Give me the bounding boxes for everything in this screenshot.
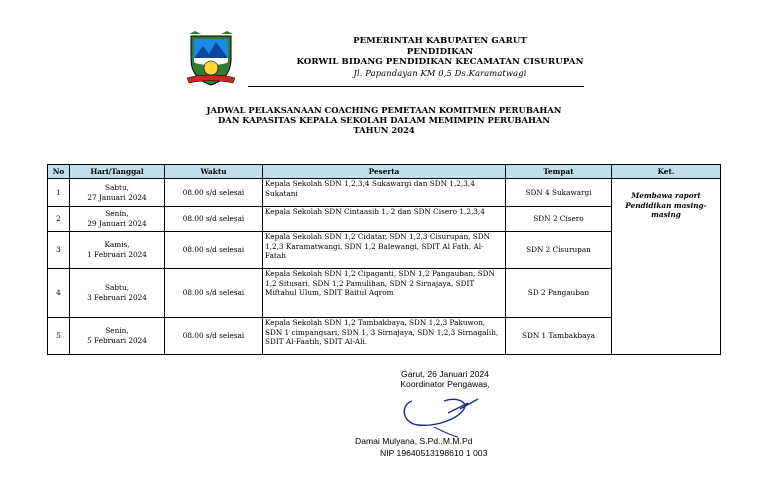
header-note: Ket. xyxy=(612,165,721,179)
row-no: 4 xyxy=(48,269,70,318)
row-date xyxy=(70,318,165,355)
row-day: Senin, xyxy=(105,209,129,219)
letterhead-divider xyxy=(248,86,584,87)
header-no: No xyxy=(48,165,70,179)
letterhead-line-2: PENDIDIKAN xyxy=(406,46,474,57)
table-row xyxy=(48,179,721,207)
row-participants: Kepala Sekolah SDN 1,2,3,4 Sukawargi dan SDN 1,2,3,4 Sukatani xyxy=(263,179,506,207)
row-date-value: 5 Februari 2024 xyxy=(87,336,147,345)
header-participants: Peserta xyxy=(263,165,506,179)
schedule-table xyxy=(47,164,721,355)
signer-nip: NIP 19640513198610 1 003 xyxy=(380,448,488,458)
letterhead xyxy=(250,36,630,78)
row-time: 08.00 s/d selesai xyxy=(165,179,263,207)
row-participants: Kepala Sekolah SDN Cintaasih 1, 2 dan SDN Cisero 1,2,3,4 xyxy=(263,207,506,232)
signer-name: Damai Mulyana, S.Pd.,M.M.Pd xyxy=(355,436,473,446)
title-line-1: JADWAL PELAKSANAAN COACHING PEMETAAN KOMITMEN PERUBAHAN xyxy=(206,105,562,115)
row-time: 08.00 s/d selesai xyxy=(165,318,263,355)
row-date xyxy=(70,232,165,269)
row-place: SDN 2 Cisero xyxy=(506,207,612,232)
row-day: Senin, xyxy=(105,326,129,336)
row-participants: Kepala Sekolah SDN 1,2 Cipaganti, SDN 1,2 Pangauban, SDN 1,2 Situsari, SDN 1,2 Pamulihan, SDN 2 Sirnajaya, SDIT Miftahul Ulum, SDIT Baitul Aqrom xyxy=(263,269,506,318)
garut-regency-logo xyxy=(185,30,237,86)
row-place: SD 2 Pangauban xyxy=(506,269,612,318)
row-day: Kamis, xyxy=(104,240,130,250)
header-time: Waktu xyxy=(165,165,263,179)
title-line-2: DAN KAPASITAS KEPALA SEKOLAH DALAM MEMIMPIN PERUBAHAN xyxy=(217,115,551,125)
signer-info xyxy=(355,435,487,459)
row-place: SDN 4 Sukawargi xyxy=(506,179,612,207)
row-time: 08.00 s/d selesai xyxy=(165,269,263,318)
row-no: 1 xyxy=(48,179,70,207)
row-date-value: 1 Februari 2024 xyxy=(87,250,147,259)
row-time: 08.00 s/d selesai xyxy=(165,232,263,269)
row-place: SDN 1 Tambakbaya xyxy=(506,318,612,355)
row-day: Sabtu, xyxy=(105,283,129,293)
row-no: 5 xyxy=(48,318,70,355)
letterhead-line-3: KORWIL BIDANG PENDIDIKAN KECAMATAN CISURUPAN xyxy=(296,57,584,67)
header-place: Tempat xyxy=(506,165,612,179)
signature-role: Koordinator Pengawas, xyxy=(400,378,490,389)
row-participants: Kepala Sekolah SDN 1,2 Cidatar, SDN 1,2,3 Cisurupan, SDN 1,2,3 Karamatwangi, SDN 1,2 Balewangi, SDIT Al Fath, Al-Fatah xyxy=(263,232,506,269)
title-line-3: TAHUN 2024 xyxy=(353,125,415,135)
row-day: Sabtu, xyxy=(105,182,129,192)
handwritten-signature xyxy=(398,393,494,438)
row-date xyxy=(70,179,165,207)
row-date-value: 27 Januari 2024 xyxy=(87,192,147,202)
note-cell: Membawa raport Pendidikan masing-masing xyxy=(612,179,721,355)
row-place: SDN 2 Cisurupan xyxy=(506,232,612,269)
row-date-value: 3 Februari 2024 xyxy=(87,293,147,302)
row-date xyxy=(70,269,165,318)
row-date xyxy=(70,207,165,232)
letterhead-line-1: PEMERINTAH KABUPATEN GARUT xyxy=(353,36,527,46)
signature-place-date: Garut, 26 Januari 2024 xyxy=(401,369,489,379)
table-header-row xyxy=(48,165,721,179)
row-date-value: 29 Januari 2024 xyxy=(87,219,147,228)
row-participants: Kepala Sekolah SDN 1,2 Tambakbaya, SDN 1,2,3 Pakuwon, SDN 1 cimpangsari, SDN 1, 3 Sirnajaya, SDN 1,2,3 Sirnagalih, SDIT Al-Faatih, SDIT Al-Ali. xyxy=(263,318,506,355)
letterhead-address: Jl. Papandayan KM 0,5 Ds.Karamatwagi xyxy=(353,67,527,78)
row-no: 2 xyxy=(48,207,70,232)
header-date: Hari/Tanggal xyxy=(70,165,165,179)
row-no: 3 xyxy=(48,232,70,269)
row-time: 08.00 s/d selesai xyxy=(165,207,263,232)
signature-block xyxy=(360,370,530,389)
document-title xyxy=(150,105,618,135)
